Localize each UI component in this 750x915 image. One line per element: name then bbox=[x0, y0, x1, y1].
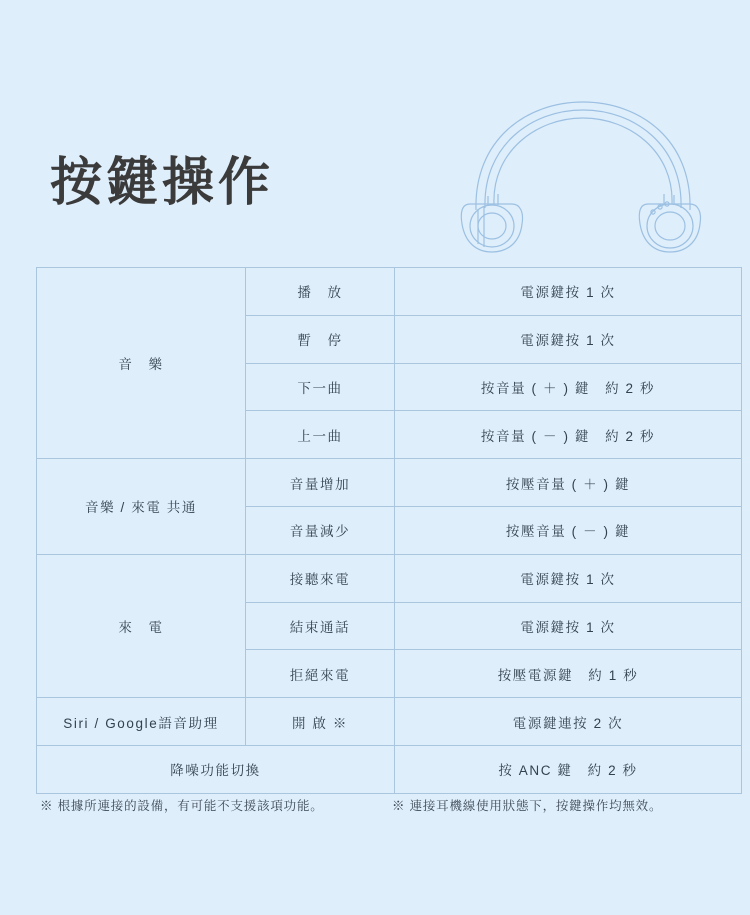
category-cell-music-call-common: 音樂 / 來電 共通 bbox=[37, 459, 246, 555]
table-row bbox=[37, 745, 742, 793]
key-operation-table bbox=[36, 267, 742, 794]
operation-cell: 電源鍵連按 2 次 bbox=[395, 698, 742, 746]
operation-cell: 電源鍵按 1 次 bbox=[395, 602, 742, 650]
key-operation-table-wrapper bbox=[36, 267, 714, 794]
category-cell-incoming-call: 來 電 bbox=[37, 554, 246, 697]
operation-cell: 電源鍵按 1 次 bbox=[395, 268, 742, 316]
headphones-line-art bbox=[458, 92, 708, 262]
operation-cell: 電源鍵按 1 次 bbox=[395, 554, 742, 602]
function-cell: 拒絕來電 bbox=[246, 650, 395, 698]
operation-cell: 按壓電源鍵 約 1 秒 bbox=[395, 650, 742, 698]
function-cell: 播 放 bbox=[246, 268, 395, 316]
operation-cell: 按壓音量 ( － ) 鍵 bbox=[395, 506, 742, 554]
operation-cell: 按壓音量 ( ＋ ) 鍵 bbox=[395, 459, 742, 507]
category-cell-anc-toggle: 降噪功能切換 bbox=[37, 745, 395, 793]
operation-cell: 電源鍵按 1 次 bbox=[395, 315, 742, 363]
operation-cell: 按音量 ( ＋ ) 鍵 約 2 秒 bbox=[395, 363, 742, 411]
table-row bbox=[37, 554, 742, 602]
function-cell: 接聽來電 bbox=[246, 554, 395, 602]
function-cell: 開 啟 ※ bbox=[246, 698, 395, 746]
footnote-right: ※ 連接耳機線使用狀態下，按鍵操作均無效。 bbox=[392, 799, 663, 813]
page-title: 按鍵操作 bbox=[50, 155, 275, 212]
function-cell: 暫 停 bbox=[246, 315, 395, 363]
function-cell: 上一曲 bbox=[246, 411, 395, 459]
function-cell: 結束通話 bbox=[246, 602, 395, 650]
category-cell-music: 音 樂 bbox=[37, 268, 246, 459]
function-cell: 下一曲 bbox=[246, 363, 395, 411]
table-row bbox=[37, 459, 742, 507]
table-row bbox=[37, 698, 742, 746]
category-cell-voice-assistant: Siri / Google語音助理 bbox=[37, 698, 246, 746]
function-cell: 音量減少 bbox=[246, 506, 395, 554]
operation-cell: 按音量 ( － ) 鍵 約 2 秒 bbox=[395, 411, 742, 459]
footnotes bbox=[40, 796, 712, 814]
operation-cell: 按 ANC 鍵 約 2 秒 bbox=[395, 745, 742, 793]
function-cell: 音量增加 bbox=[246, 459, 395, 507]
footnote-left: ※ 根據所連接的設備，有可能不支援該項功能。 bbox=[40, 799, 324, 813]
table-row bbox=[37, 268, 742, 316]
